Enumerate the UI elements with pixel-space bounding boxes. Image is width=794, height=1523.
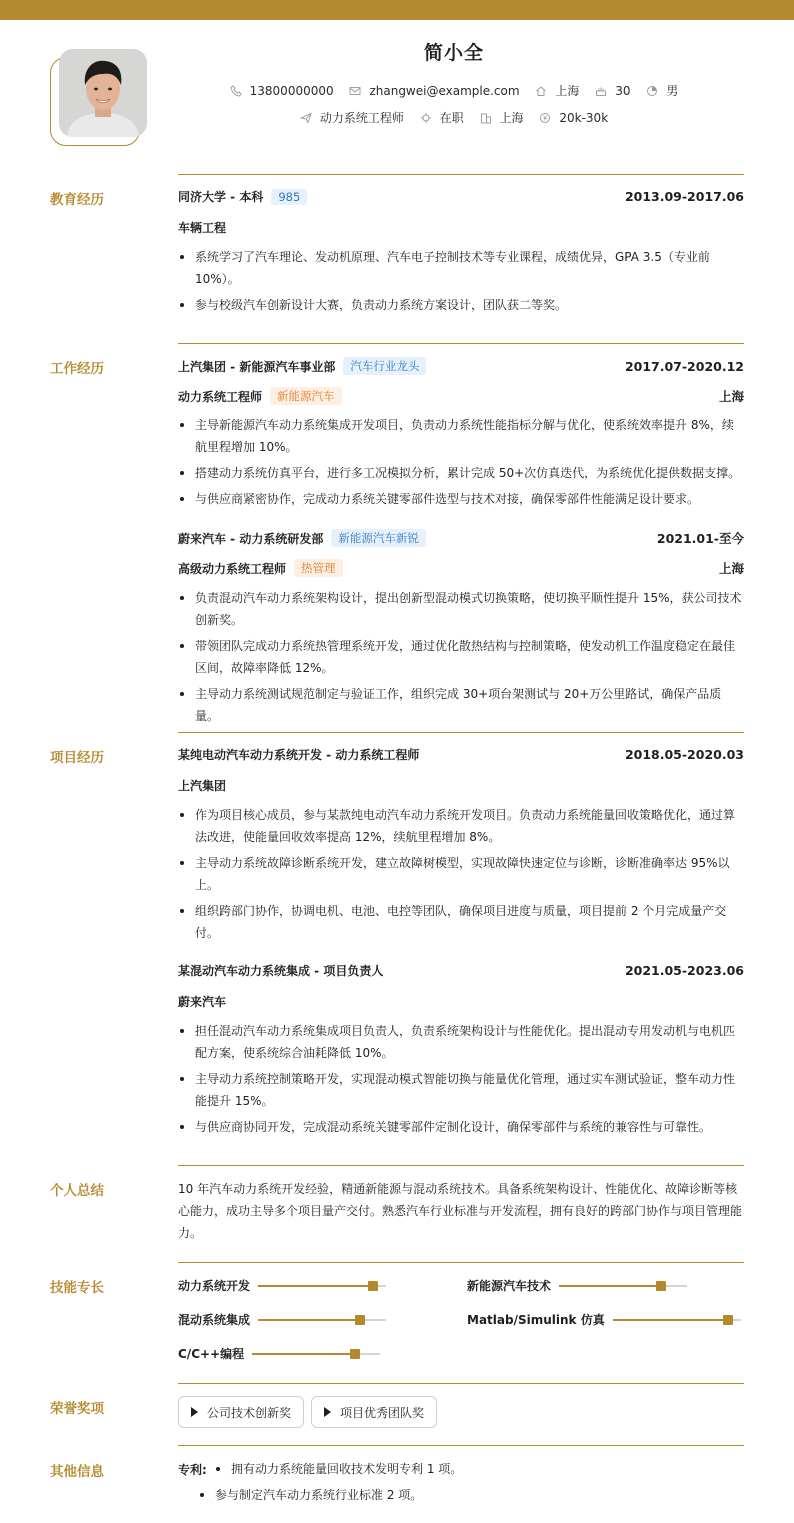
section-title-skills: 技能专长 (50, 1280, 104, 1296)
project-org-row (178, 993, 744, 1010)
job-header (178, 357, 744, 375)
award-chip (178, 1396, 304, 1428)
status-icon (420, 112, 432, 124)
skill-item (467, 1311, 741, 1328)
job-bullets (178, 414, 744, 514)
role-tag: 新能源汽车 (270, 387, 342, 405)
job-header (178, 529, 744, 547)
award-label: 公司技术创新奖 (207, 1405, 292, 1420)
job-role: 高级动力系统工程师 (178, 561, 287, 576)
section-title-awards: 荣誉奖项 (50, 1401, 104, 1417)
contact-gender: 男 (646, 82, 678, 99)
school-name: 同济大学 - 本科 (178, 190, 264, 204)
section-divider (178, 343, 744, 344)
building-icon (480, 112, 492, 124)
project-org-row (178, 777, 744, 794)
salary-icon (539, 112, 551, 124)
section-divider (178, 1383, 744, 1384)
section-title-education: 教育经历 (50, 192, 104, 208)
job-intent-row (0, 109, 794, 127)
contact-email: zhangwei@example.com (349, 84, 519, 98)
company-name: 上汽集团 - 新能源汽车事业部 (178, 359, 336, 374)
section-divider (178, 174, 744, 175)
job-date: 2021.01-至今 (656, 531, 744, 546)
education-header (178, 188, 744, 205)
skill-label: 动力系统开发 (178, 1279, 251, 1293)
skill-level-marker (656, 1281, 666, 1291)
skill-item (178, 1345, 380, 1362)
company-name: 蔚来汽车 - 动力系统研发部 (178, 531, 324, 546)
gender-icon (646, 85, 658, 97)
contact-row (0, 82, 794, 100)
skill-level-marker (355, 1315, 365, 1325)
project-bullets (178, 804, 744, 948)
project-org: 上汽集团 (178, 779, 227, 793)
skill-level-marker (368, 1281, 378, 1291)
project-bullets (178, 1020, 744, 1142)
skill-item (467, 1277, 687, 1294)
skill-fill (258, 1285, 373, 1287)
company-tag: 汽车行业龙头 (343, 357, 426, 375)
section-divider (178, 1262, 744, 1263)
project-header (178, 962, 744, 979)
list-item: 主导动力系统故障诊断系统开发，建立故障树模型，实现故障快速定位与诊断，诊断准确率达 95%以上。 (178, 852, 744, 896)
skill-track (613, 1319, 741, 1321)
project-date: 2018.05-2020.03 (624, 747, 744, 762)
skill-level-marker (350, 1349, 360, 1359)
list-item: 主导动力系统控制策略开发，实现混动模式智能切换与能量优化管理，通过实车测试验证，整车动力性能提升 15%。 (178, 1068, 744, 1112)
top-accent-bar (0, 0, 794, 20)
list-item: 参与校级汽车创新设计大赛，负责动力系统方案设计，团队获二等奖。 (178, 294, 744, 316)
list-item: 作为项目核心成员，参与某款纯电动汽车动力系统开发项目。负责动力系统能量回收策略优化，通过算法改进，使能量回收效率提高 12%，续航里程增加 8%。 (178, 804, 744, 848)
education-major: 车辆工程 (178, 221, 227, 235)
other-bullets (198, 1484, 744, 1510)
contact-phone: 13800000000 (230, 84, 334, 98)
list-item: 带领团队完成动力系统热管理系统开发，通过优化散热结构与控制策略，使发动机工作温度稳定在最佳区间，故障率降低 12%。 (178, 635, 744, 679)
role-tag: 热管理 (294, 559, 343, 577)
home-icon (535, 85, 547, 97)
intent-status: 在职 (420, 109, 464, 126)
skill-fill (258, 1319, 360, 1321)
play-icon (324, 1407, 331, 1417)
summary-text: 10 年汽车动力系统开发经验，精通新能源与混动系统技术。具备系统架构设计、性能优化、故障诊断等核心能力，成功主导多个项目量产交付。熟悉汽车行业标准与开发流程，拥有良好的跨部门协作与项目管理能力。 (178, 1182, 743, 1240)
list-item: 拥有动力系统能量回收技术发明专利 1 项。 (214, 1458, 744, 1480)
list-item: 主导新能源汽车动力系统集成开发项目，负责动力系统性能指标分解与优化，使系统效率提升 8%，续航里程增加 10%。 (178, 414, 744, 458)
skill-fill (559, 1285, 661, 1287)
project-name: 某纯电动汽车动力系统开发 - 动力系统工程师 (178, 748, 420, 762)
skill-track (258, 1285, 386, 1287)
award-label: 项目优秀团队奖 (340, 1405, 425, 1420)
section-title-other: 其他信息 (50, 1464, 104, 1480)
candidate-name: 简小全 (423, 42, 484, 64)
age-icon (595, 85, 607, 97)
skill-label: 新能源汽车技术 (467, 1279, 552, 1293)
list-item: 担任混动汽车动力系统集成项目负责人，负责系统架构设计与性能优化。提出混动专用发动机与电机匹配方案，使系统综合油耗降低 10%。 (178, 1020, 744, 1064)
mail-icon (349, 85, 361, 97)
skill-item (178, 1277, 386, 1294)
list-item: 与供应商紧密协作，完成动力系统关键零部件选型与技术对接，确保零部件性能满足设计要求。 (178, 488, 744, 510)
list-item: 负责混动汽车动力系统架构设计，提出创新型混动模式切换策略，使切换平顺性提升 15%，获公司技术创新奖。 (178, 587, 744, 631)
skill-fill (252, 1353, 354, 1355)
project-date: 2021.05-2023.06 (624, 963, 744, 978)
contact-age: 30 (595, 84, 630, 98)
intent-city: 上海 (480, 109, 524, 126)
list-item: 主导动力系统测试规范制定与验证工作，组织完成 30+项台架测试与 20+万公里路试，确保产品质量。 (178, 683, 744, 727)
skill-track (559, 1285, 687, 1287)
education-bullets (178, 246, 744, 320)
job-bullets (178, 587, 744, 731)
job-role-row (178, 387, 744, 405)
list-item: 系统学习了汽车理论、发动机原理、汽车电子控制技术等专业课程，成绩优异，GPA 3.5（专业前 10%）。 (178, 246, 744, 290)
job-location: 上海 (718, 561, 744, 576)
skill-level-marker (723, 1315, 733, 1325)
list-item: 参与制定汽车动力系统行业标准 2 项。 (198, 1484, 744, 1506)
other-bullets (214, 1458, 744, 1484)
intent-salary: 20k-30k (539, 111, 608, 125)
section-title-work: 工作经历 (50, 361, 104, 377)
skill-track (258, 1319, 386, 1321)
skill-fill (613, 1319, 728, 1321)
send-icon (300, 112, 312, 124)
job-role-row (178, 559, 744, 577)
skill-track (252, 1353, 380, 1355)
education-date: 2013.09-2017.06 (624, 189, 744, 204)
list-item: 搭建动力系统仿真平台，进行多工况模拟分析，累计完成 50+次仿真迭代，为系统优化提供数据支撑。 (178, 462, 744, 484)
list-item: 组织跨部门协作，协调电机、电池、电控等团队，确保项目进度与质量，项目提前 2 个月完成量产交付。 (178, 900, 744, 944)
skill-item (178, 1311, 386, 1328)
section-title-summary: 个人总结 (50, 1183, 104, 1199)
contact-city: 上海 (535, 82, 579, 99)
education-major-row (178, 219, 744, 236)
project-org: 蔚来汽车 (178, 995, 227, 1009)
skill-label: 混动系统集成 (178, 1313, 251, 1327)
school-tag: 985 (271, 189, 307, 205)
patent-label: 专利: (178, 1463, 207, 1477)
job-location: 上海 (718, 389, 744, 404)
play-icon (191, 1407, 198, 1417)
job-role: 动力系统工程师 (178, 389, 263, 404)
company-tag: 新能源汽车新锐 (331, 529, 426, 547)
section-divider (178, 1165, 744, 1166)
phone-icon (230, 85, 242, 97)
list-item: 与供应商协同开发，完成混动系统关键零部件定制化设计，确保零部件与系统的兼容性与可靠性。 (178, 1116, 744, 1138)
project-name: 某混动汽车动力系统集成 - 项目负责人 (178, 964, 384, 978)
skill-label: Matlab/Simulink 仿真 (467, 1313, 605, 1327)
section-divider (178, 1445, 744, 1446)
intent-job-title: 动力系统工程师 (300, 109, 404, 126)
section-divider (178, 732, 744, 733)
skill-label: C/C++编程 (178, 1347, 245, 1361)
job-date: 2017.07-2020.12 (624, 358, 744, 374)
award-chip (311, 1396, 437, 1428)
section-title-projects: 项目经历 (50, 750, 104, 766)
project-header (178, 746, 744, 763)
